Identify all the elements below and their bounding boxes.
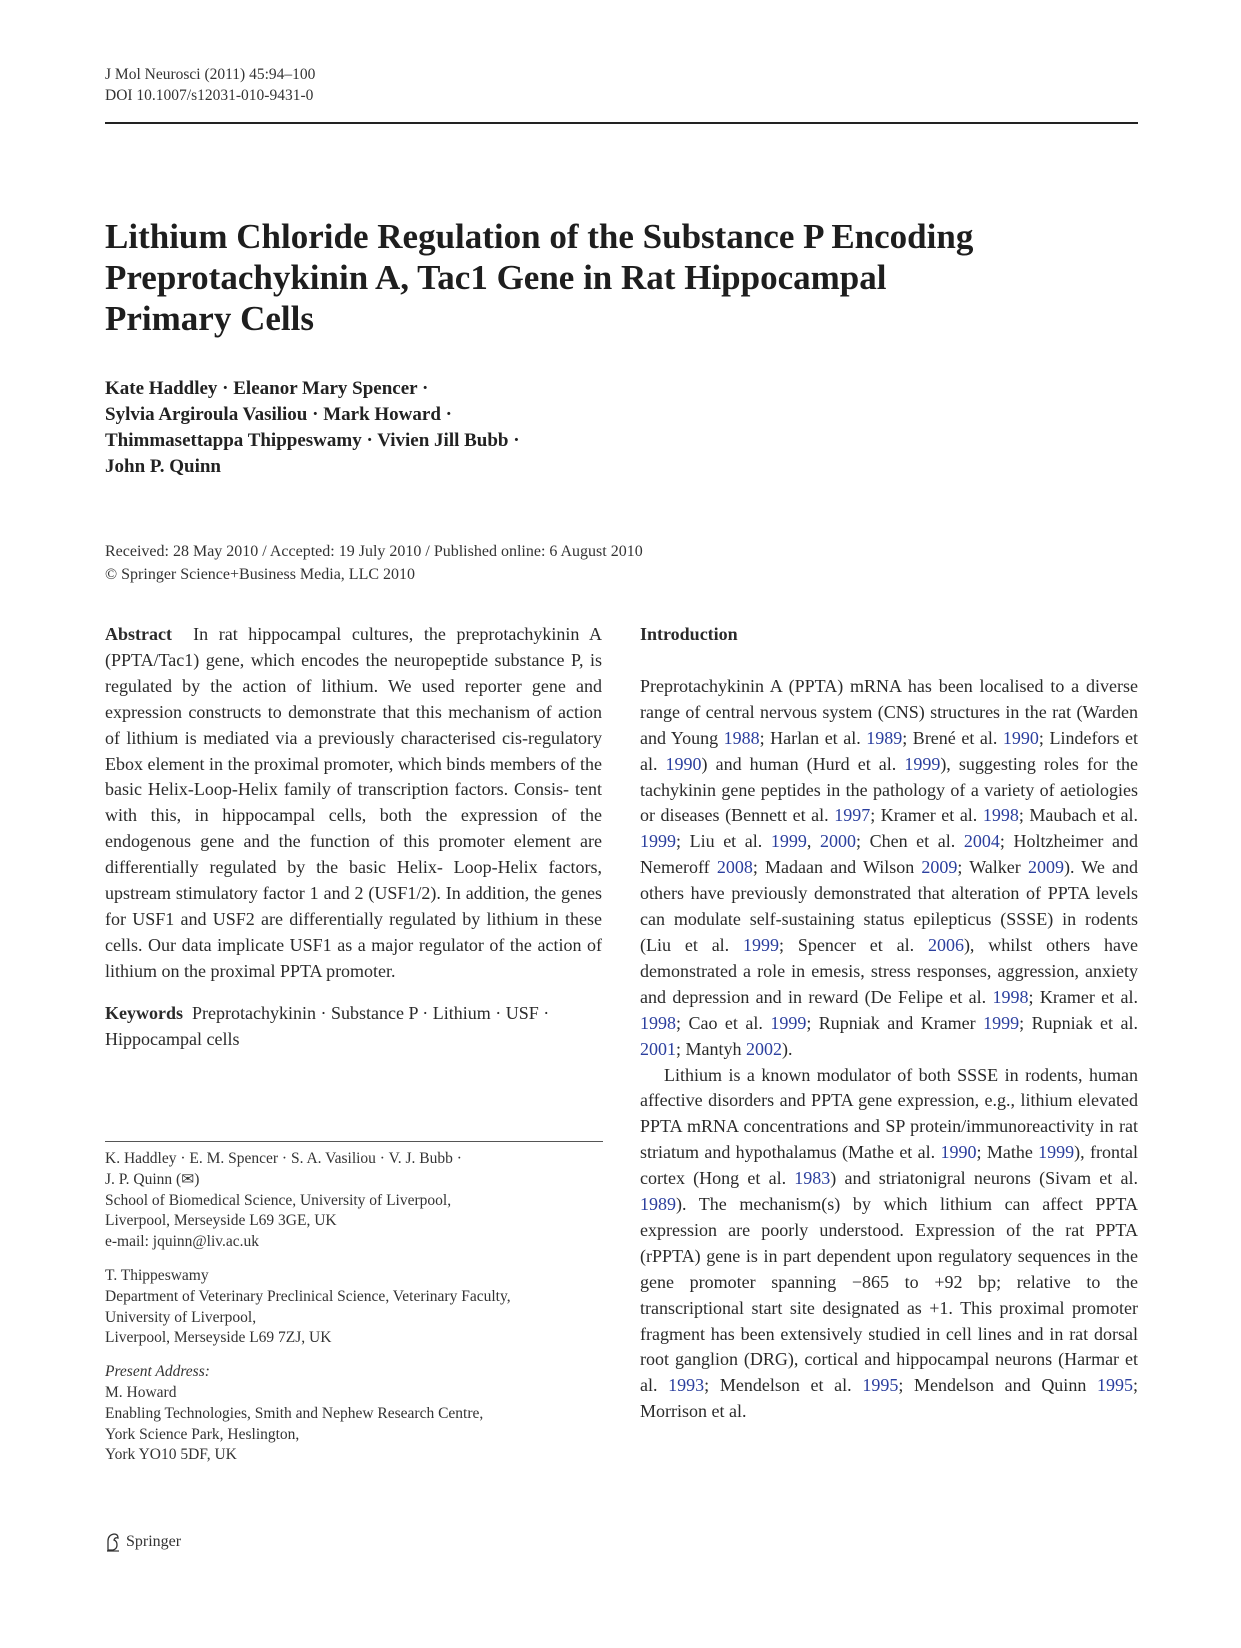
affiliation-block-veterinary — [105, 1266, 605, 1349]
citation-link[interactable]: 1999 — [743, 934, 780, 955]
citation-link[interactable]: 1998 — [640, 1012, 676, 1033]
keywords-text: Preprotachykinin · Substance P · Lithium · USF · Hippocampal cells — [105, 1002, 550, 1049]
left-column — [105, 622, 602, 1053]
keywords — [105, 1001, 602, 1053]
intro-paragraph-2: Lithium is a known modulator of both SSSE in rodents, human affective disorders and PPTA gene expression, e.g., lithium elevated PPTA mRNA concentrations and SP protein/immunoreactivity in rat striatum and hypothalamus (Mathe et al. 1990; Mathe 1999), frontal cortex (Hong et al. 1983) and striatonigral neurons (Sivam et al. 1989). The mechanism(s) by which lithium can affect PPTA expression are poorly understood. Expression of the rat PPTA (rPPTA) gene is in part dependent upon regulatory sequences in the gene promoter spanning −865 to +92 bp; relative to the transcriptional start site designated as +1. This proximal promoter fragment has been extensively studied in cell lines and in rat dorsal root ganglion (DRG), cortical and hippocampal neurons (Harmar et al. 1993; Mendelson et al. 1995; Mendelson and Quinn 1995; Morrison et al. — [640, 1064, 1138, 1422]
publication-dates — [105, 540, 643, 586]
springer-horse-icon — [105, 1532, 121, 1552]
affiliation-line: School of Biomedical Science, University of Liverpool, — [105, 1191, 452, 1209]
affiliation-line: University of Liverpool, — [105, 1308, 257, 1326]
affiliation-line: Liverpool, Merseyside L69 7ZJ, UK — [105, 1329, 332, 1347]
keywords-label: Keywords — [105, 1002, 183, 1023]
present-address-label: Present Address: — [105, 1363, 210, 1381]
publisher-name: Springer — [126, 1533, 182, 1550]
citation-link[interactable]: 1999 — [983, 1012, 1020, 1033]
title-line: Preprotachykinin A, Tac1 Gene in Rat Hippocampal — [105, 258, 887, 297]
affiliation-line: Department of Veterinary Preclinical Science, Veterinary Faculty, — [105, 1287, 511, 1305]
page-footer — [105, 1532, 181, 1552]
citation-link[interactable]: 2002 — [746, 1038, 782, 1059]
affiliation-line: York Science Park, Heslington, — [105, 1425, 300, 1443]
citation-link[interactable]: 1999 — [640, 831, 676, 852]
citation-link[interactable]: 1993 — [668, 1375, 705, 1396]
citation-link[interactable]: 1990 — [940, 1142, 977, 1163]
intro-paragraph-1: Preprotachykinin A (PPTA) mRNA has been localised to a diverse range of central nervous system (CNS) structures in the rat (Warden and Young 1988; Harlan et al. 1989; Brené et al. 1990; Lindefors et al. 1990) and human (Hurd et al. 1999), suggesting roles for the tachykinin gene peptides in the pathology of a variety of aetiologies or diseases (Bennett et al. 1997; Kramer et al. 1998; Maubach et al. 1999; Liu et al. 1999, 2000; Chen et al. 2004; Holtzheimer and Nemeroff 2008; Madaan and Wilson 2009; Walker 2009). We and others have previously demonstrated that alteration of PPTA levels can modulate self-sustaining status epilepticus (SSSE) in rodents (Liu et al. 1999; Spencer et al. 2006), whilst others have demonstrated a role in emesis, stress responses, aggression, anxiety and depression and in reward (De Felipe et al. 1998; Kramer et al. 1998; Cao et al. 1999; Rupniak and Kramer 1999; Rupniak et al. 2001; Mantyh 2002). — [640, 675, 1139, 1059]
copyright-line: © Springer Science+Business Media, LLC 2010 — [105, 566, 416, 583]
abstract-label: Abstract — [105, 624, 172, 644]
citation-link[interactable]: 1997 — [834, 805, 871, 826]
affiliation-line: Liverpool, Merseyside L69 3GE, UK — [105, 1212, 337, 1230]
affiliation-block-liverpool — [105, 1149, 605, 1253]
article-title — [105, 216, 1145, 339]
author-line: John P. Quinn — [105, 456, 222, 477]
citation-link[interactable]: 2009 — [921, 857, 958, 878]
journal-citation: J Mol Neurosci (2011) 45:94–100 — [105, 66, 316, 83]
title-line: Primary Cells — [105, 299, 314, 338]
citation-link[interactable]: 2009 — [1027, 857, 1064, 878]
doi-line: DOI 10.1007/s12031-010-9431-0 — [105, 87, 314, 104]
citation-link[interactable]: 1989 — [640, 1194, 676, 1215]
affiliation-line: Enabling Technologies, Smith and Nephew Research Centre, — [105, 1404, 484, 1422]
citation-link[interactable]: 1995 — [1096, 1375, 1133, 1396]
citation-link[interactable]: 1999 — [770, 831, 807, 852]
affiliations — [105, 1149, 605, 1479]
citation-link[interactable]: 1988 — [723, 727, 760, 748]
running-header — [105, 64, 315, 106]
citation-link[interactable]: 1989 — [866, 727, 903, 748]
right-column — [640, 622, 1138, 1425]
author-list — [105, 376, 520, 480]
affiliation-line: York YO10 5DF, UK — [105, 1446, 237, 1464]
abstract-text: In rat hippocampal cultures, the preprotachykinin A (PPTA/Tac1) gene, which encodes the neuropeptide substance P, is regulated by the action of lithium. We used reporter gene and expression constructs to demonstrate that this mechanism of action of lithium is mediated via a previously characterised cis-regulatory Ebox element in the proximal promoter, which binds members of the basic Helix-Loop-Helix family of transcription factors. Consis- tent with this, in hippocampal cells, both the expression of the endogenous gene and the function of this promoter element are differentially regulated by the basic Helix- Loop-Helix factors, upstream stimulatory factor 1 and 2 (USF1/2). In addition, the genes for USF1 and USF2 are differentially regulated by lithium in these cells. Our data implicate USF1 as a major regulator of the action of lithium on the proximal PPTA promoter. — [105, 624, 602, 981]
affiliation-rule — [105, 1141, 603, 1142]
citation-link[interactable]: 1990 — [1002, 727, 1039, 748]
author-line: Kate Haddley · Eleanor Mary Spencer · — [105, 378, 429, 399]
citation-link[interactable]: 1998 — [982, 805, 1019, 826]
citation-link[interactable]: 1995 — [862, 1375, 899, 1396]
citation-link[interactable]: 1983 — [794, 1168, 831, 1189]
received-accepted-line: Received: 28 May 2010 / Accepted: 19 July 2010 / Published online: 6 August 2010 — [105, 543, 643, 560]
author-line: Sylvia Argiroula Vasiliou · Mark Howard · — [105, 404, 452, 425]
citation-link[interactable]: 1990 — [665, 753, 702, 774]
abstract — [105, 622, 602, 985]
citation-link[interactable]: 1999 — [770, 1012, 807, 1033]
affiliation-line: J. P. Quinn (✉) — [105, 1170, 200, 1188]
citation-link[interactable]: 1998 — [992, 986, 1029, 1007]
affiliation-line: T. Thippeswamy — [105, 1266, 209, 1284]
citation-link[interactable]: 2006 — [927, 934, 964, 955]
citation-link[interactable]: 1999 — [1038, 1142, 1075, 1163]
affiliation-block-present-address — [105, 1362, 605, 1466]
citation-link[interactable]: 2000 — [819, 831, 856, 852]
citation-link[interactable]: 2004 — [963, 831, 1000, 852]
email-line: e-mail: jquinn@liv.ac.uk — [105, 1233, 260, 1251]
citation-link[interactable]: 1999 — [904, 753, 941, 774]
citation-link[interactable]: 2001 — [640, 1038, 676, 1059]
header-rule — [105, 122, 1138, 124]
affiliation-line: K. Haddley · E. M. Spencer · S. A. Vasiliou · V. J. Bubb · — [105, 1150, 462, 1167]
affiliation-line: M. Howard — [105, 1383, 177, 1401]
title-line: Lithium Chloride Regulation of the Substance P Encoding — [105, 217, 974, 256]
author-line: Thimmasettappa Thippeswamy · Vivien Jill Bubb · — [105, 430, 520, 451]
citation-link[interactable]: 2008 — [716, 857, 753, 878]
introduction-heading: Introduction — [640, 624, 738, 644]
